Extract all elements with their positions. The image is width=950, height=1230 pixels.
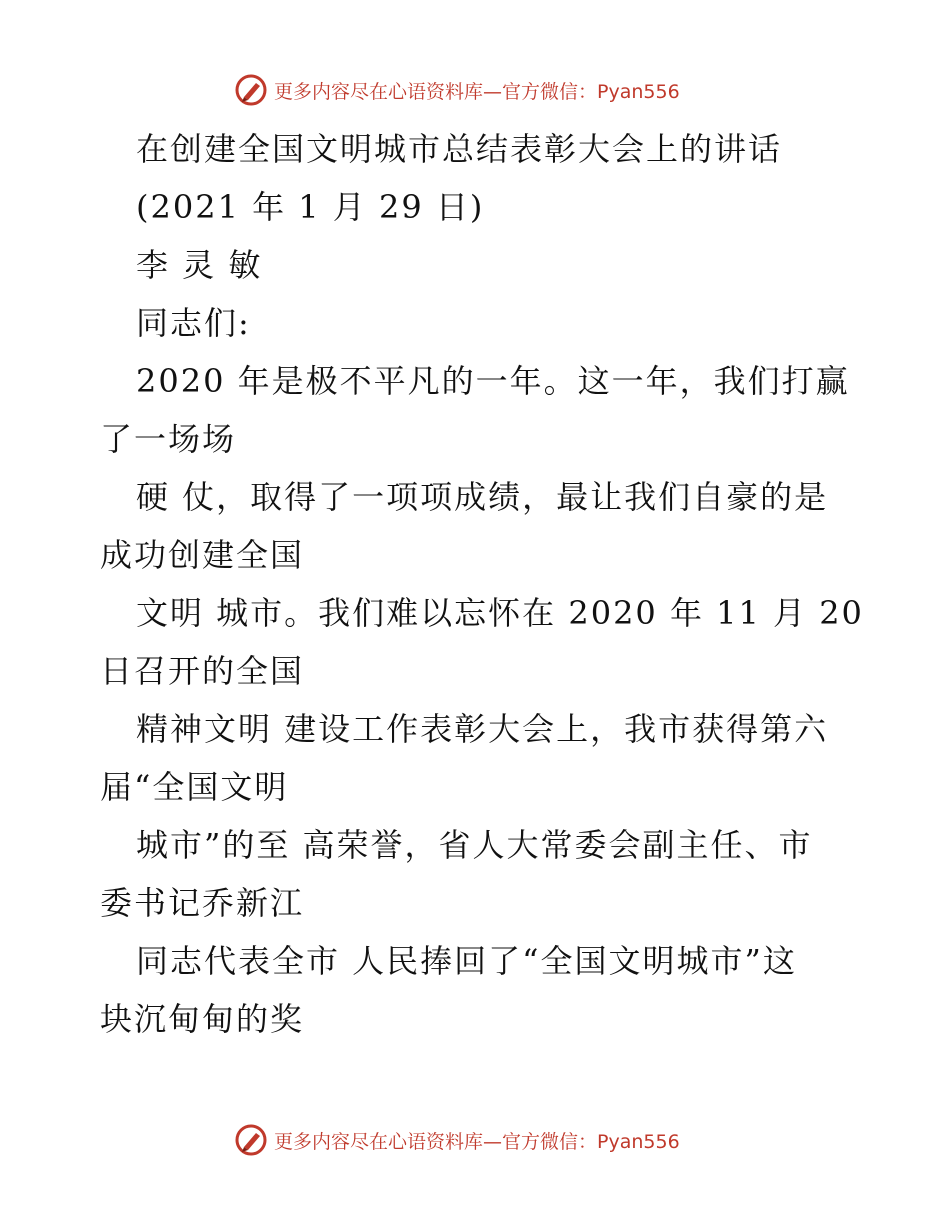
footer-banner bbox=[234, 1120, 680, 1160]
banner-text: 更多内容尽在心语资料库—官方微信：Pyan556 bbox=[274, 1130, 680, 1153]
speaker-name: 李 灵 敏 bbox=[136, 246, 263, 284]
paragraph-line: 城市”的至 高荣誉，省人大常委会副主任、市 bbox=[136, 826, 813, 864]
speech-date: (2021 年 1 月 29 日) bbox=[136, 188, 485, 226]
speech-title: 在创建全国文明城市总结表彰大会上的讲话 bbox=[136, 130, 783, 168]
pen-logo-icon bbox=[234, 73, 268, 107]
paragraph-line: 成功创建全国 bbox=[100, 536, 305, 574]
paragraph-line: 委书记乔新江 bbox=[100, 884, 305, 922]
paragraph-line: 硬 仗，取得了一项项成绩，最让我们自豪的是 bbox=[136, 478, 829, 516]
paragraph-line: 同志代表全市 人民捧回了“全国文明城市”这 bbox=[136, 942, 797, 980]
paragraph-line: 届“全国文明 bbox=[100, 768, 289, 806]
paragraph-line: 了一场场 bbox=[100, 420, 237, 458]
paragraph-line: 2020 年是极不平凡的一年。这一年，我们打赢 bbox=[136, 362, 850, 400]
header-banner bbox=[234, 70, 680, 110]
banner-text: 更多内容尽在心语资料库—官方微信：Pyan556 bbox=[274, 80, 680, 103]
paragraph-line: 精神文明 建设工作表彰大会上，我市获得第六 bbox=[136, 710, 829, 748]
document-body bbox=[100, 120, 864, 1048]
pen-logo-icon bbox=[234, 1123, 268, 1157]
salutation: 同志们: bbox=[136, 304, 251, 342]
paragraph-line: 文明 城市。我们难以忘怀在 2020 年 11 月 20 bbox=[136, 594, 864, 632]
paragraph-line: 日召开的全国 bbox=[100, 652, 305, 690]
paragraph-line: 块沉甸甸的奖 bbox=[100, 1000, 305, 1038]
